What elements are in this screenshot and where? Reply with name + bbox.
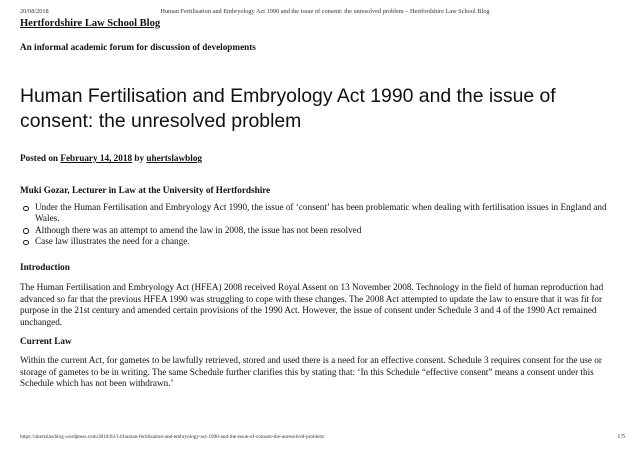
print-header [20,7,630,17]
print-url: https://uhertslawblog.wordpress.com/2018/02/14/human-fertilisation-and-embryology-act-1990-and-the-issue-of-consent-the-unresolved-problem/ [20,434,325,440]
introduction-paragraph: The Human Fertilisation and Embryology Act (HFEA) 2008 received Royal Assent on 13 November 2008. Technology in the field of human reproduction had advanced so far that the previous HFEA 1990 was struggling to cope with these changes. The 2008 Act attempted to update the law to ensure that it was fit for purpose in the 21st century and amended certain provisions of the 1990 Act. However, the issue of consent under Schedule 3 and 4 of the 1990 Act remained unchanged. [20,282,604,327]
current-law-heading: Current Law [20,336,72,346]
posted-on-label: Posted on [20,153,59,163]
post-author-link[interactable]: uhertslawblog [146,153,203,163]
post-date-link[interactable]: February 14, 2018 [60,153,133,163]
by-label: by [134,153,145,163]
list-item [33,225,633,236]
current-law-paragraph: Within the current Act, for gametes to be lawfully retrieved, stored and used there is a need for an effective consent. Schedule 3 requires consent for the use or storage of gametes to be in writing. The same Schedule further clarifies this by stating that: ‘In this Schedule “effective consent” means a consent under this Schedule which has not been withdrawn.’ [20,355,602,389]
page-number: 1/5 [617,434,625,440]
author-line: Muki Gozar, Lecturer in Law at the University of Hertfordshire [20,185,271,195]
summary-list [20,202,633,248]
bullet-icon [23,228,29,234]
print-date: 20/08/2018 [20,8,49,15]
list-item [33,202,633,225]
post-meta [20,153,202,163]
introduction-heading: Introduction [20,262,70,272]
list-item [33,236,633,247]
list-item-text: Under the Human Fertilisation and Embryology Act 1990, the issue of ‘consent’ has been problematic when dealing with fertilisation issues in England and Wales. [35,202,607,224]
print-footer [20,432,625,442]
site-title-link[interactable]: Hertfordshire Law School Blog [20,18,161,29]
bullet-icon [23,240,29,246]
bullet-icon [23,206,29,212]
list-item-text: Although there was an attempt to amend the law in 2008, the issue has not been resolved [35,224,362,235]
site-tagline: An informal academic forum for discussion of developments [20,42,256,52]
post-title: Human Fertilisation and Embryology Act 1990 and the issue of consent: the unresolved problem [20,85,556,132]
list-item-text: Case law illustrates the need for a change. [35,236,190,247]
print-document-title: Human Fertilisation and Embryology Act 1990 and the issue of consent: the unresolved problem – Hertfordshire Law School Blog [160,8,490,15]
